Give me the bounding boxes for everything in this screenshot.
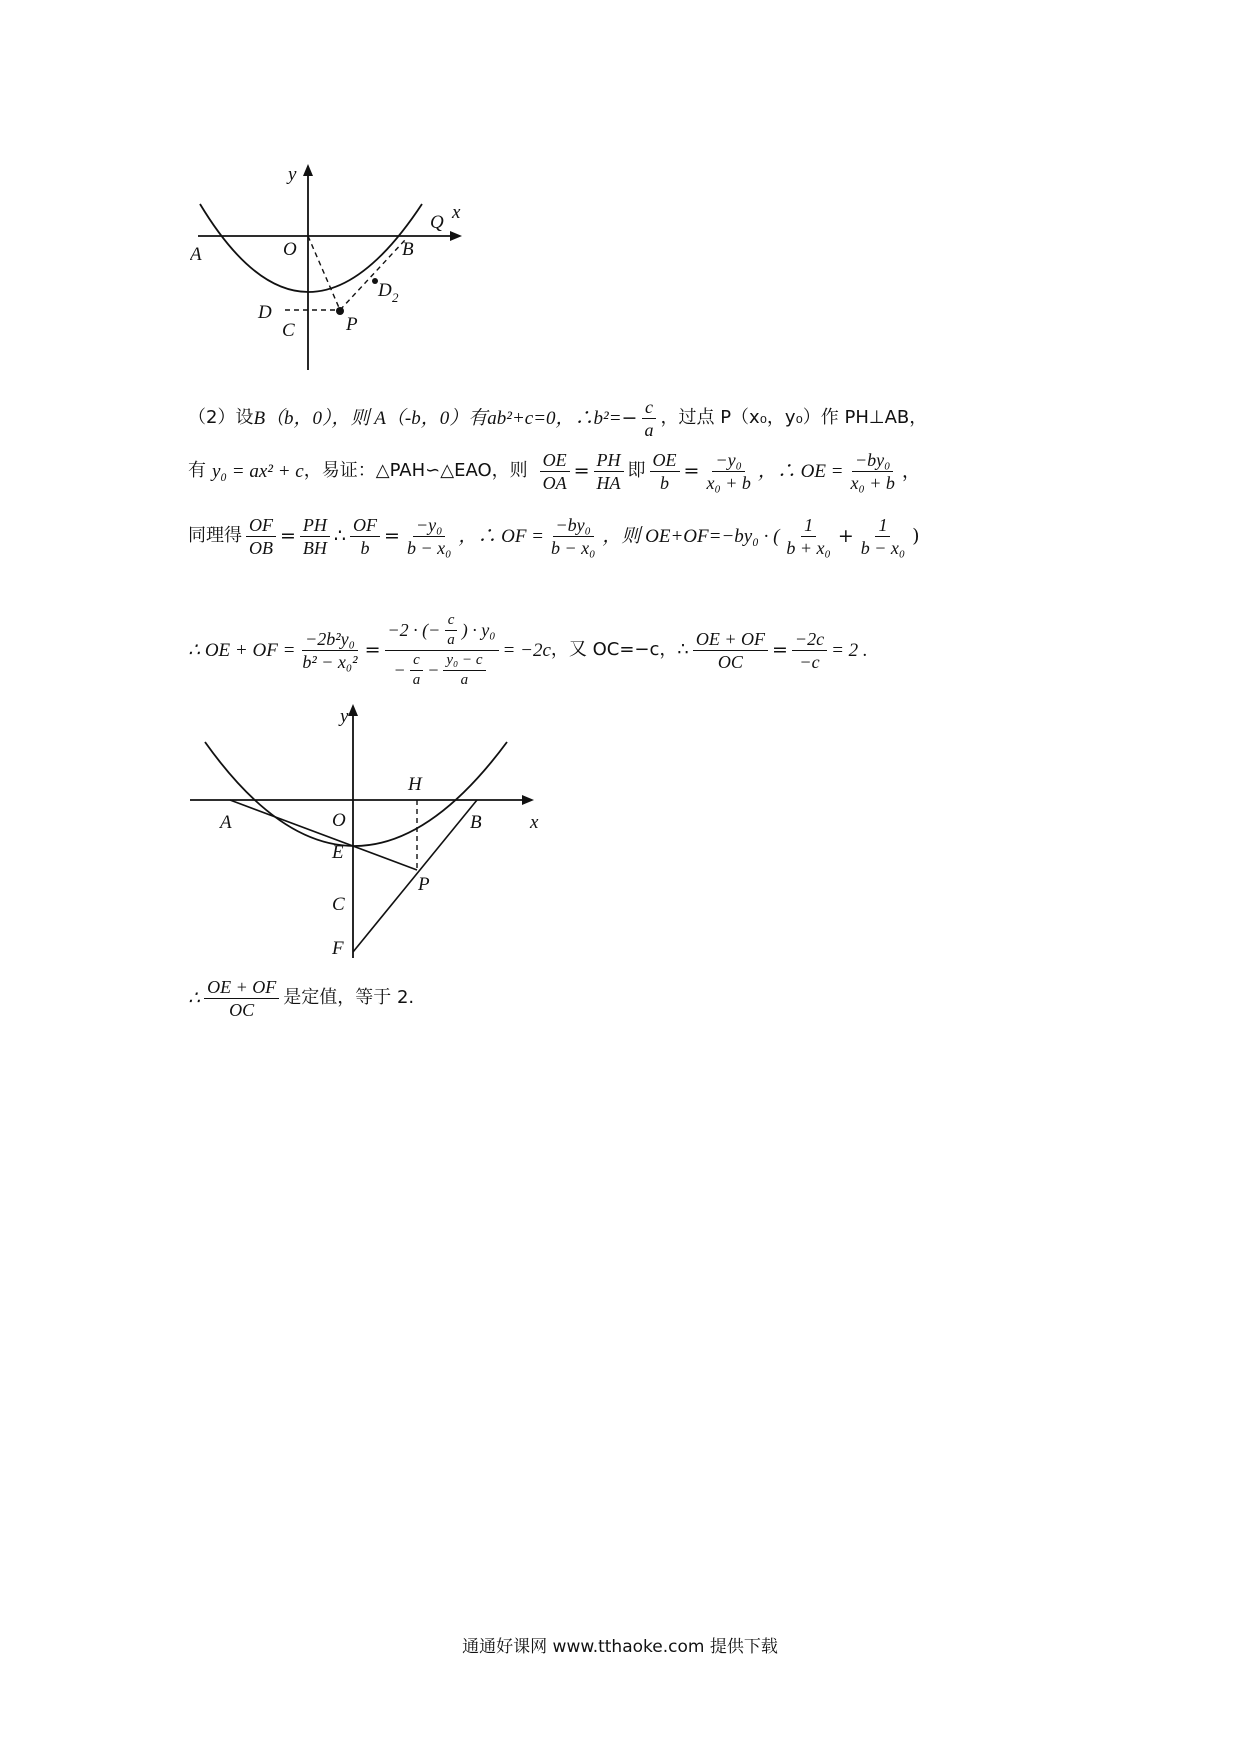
fraction-by0-x0b: $\frac{\text{−by₀}}{\text{x₀ + b}}$ xyxy=(850,449,895,493)
fig1-label-a: A xyxy=(190,244,202,265)
text-fragment: ，∴ OE = xyxy=(757,460,844,482)
fig2-label-y: y xyxy=(340,706,349,727)
solution-line-4: ∴ OE + OF = $\frac{\text{−2b²y₀}}{\text{b² − x₀²}}$ = −2 · (− $\frac{c}{a}$ ) · y₀ − $\frac{c}{a}$ − $\frac{\text{y₀ − c}}{a}$ = −2c ，又 OC=−c，∴ $\frac{OE + OF}{OC}$ = $\frac{-2c}{-c}$ = 2 . xyxy=(188,611,868,688)
fraction-oe-b: $\frac{OE}{b}$ xyxy=(650,451,680,492)
fig1-label-d: D xyxy=(258,302,272,323)
text-fragment: ab²+c=0，∴b²= xyxy=(487,407,622,429)
fig1-label-o: O xyxy=(283,239,297,260)
fig2-label-x: x xyxy=(530,812,539,833)
fig1-label-q: Q xyxy=(430,212,444,233)
fraction-1-bpx0: $\frac{1}{\text{b + x₀}}$ xyxy=(786,514,831,558)
fig2-label-a: A xyxy=(220,812,232,833)
fig1-label-p: P xyxy=(346,314,358,335)
text-fragment: ∴ OE + OF = xyxy=(188,639,296,661)
fraction-y0-bx0: $\frac{\text{−y₀}}{\text{b − x₀}}$ xyxy=(406,514,452,558)
fig1-label-d2: D xyxy=(378,280,392,301)
text-fragment: ∴ xyxy=(188,987,201,1009)
text-fragment: 有 xyxy=(188,460,206,481)
fig2-label-o: O xyxy=(332,810,346,831)
fig2-label-b: B xyxy=(470,812,482,833)
fraction-2b2y0: $\frac{\text{−2b²y₀}}{\text{b² − x₀²}}$ xyxy=(302,628,358,672)
text-fragment: y₀ = ax² + c xyxy=(212,460,304,482)
fraction-y0-x0b: $\frac{\text{−y₀}}{\text{x₀ + b}}$ xyxy=(706,449,751,493)
text-fragment: 同理得 xyxy=(188,525,242,546)
text-fragment: = −2c xyxy=(502,639,551,661)
fraction-oeof-oc: $\frac{OE + OF}{OC}$ xyxy=(693,630,768,671)
fig1-label-x: x xyxy=(452,202,461,223)
fig1-label-b: B xyxy=(402,239,414,260)
fig2-label-p: P xyxy=(418,874,430,895)
fig1-label-d2-sub: 2 xyxy=(392,290,399,305)
text-fragment: 是定值，等于 2. xyxy=(283,987,415,1008)
fig1-label-y: y xyxy=(288,164,297,185)
fraction-c-over-a: $\frac{c}{a}$ xyxy=(641,398,656,439)
fig2-label-e: E xyxy=(332,842,344,863)
fig2-label-f: F xyxy=(332,938,344,959)
solution-line-2: 有 y₀ = ax² + c ，易证：△PAH∽△EAO，则 $\frac{OE}{OA}$ = $\frac{PH}{HA}$ 即 $\frac{OE}{b}$ = $\frac{\text{−y₀}}{\text{x₀ + b}}$ ，∴ OE = $\frac{\text{−by₀}}{\text{x₀ + b}}$ ， xyxy=(188,449,921,493)
text-fragment: ，过点 P（x₀，y₀）作 PH⊥AB， xyxy=(660,407,928,428)
text-fragment: 即 xyxy=(627,460,646,481)
solution-line-1 xyxy=(188,392,927,444)
figure-parabola-2 xyxy=(180,700,550,965)
fig1-label-c: C xyxy=(282,320,295,341)
text-fragment: ，则 OE+OF= xyxy=(602,525,722,547)
solution-conclusion xyxy=(188,970,414,1026)
fraction-ph-ha: $\frac{PH}{HA}$ xyxy=(594,451,624,492)
solution-line-3: 同理得 $\frac{OF}{OB}$ = $\frac{PH}{BH}$ ∴ $\frac{OF}{b}$ = $\frac{\text{−y₀}}{\text{b − x₀}}$ ，∴ OF = $\frac{\text{−by₀}}{\text{b − x₀}}$ ，则 OE+OF= −by₀ · ( $\frac{1}{\text{b + x₀}}$ + $\frac{1}{\text{b − x₀}}$ ) xyxy=(188,514,920,558)
text-fragment: ，∴ OF = xyxy=(458,525,544,547)
page-footer: 通通好课网 www.tthaoke.com 提供下载 xyxy=(462,1637,778,1657)
text-fragment: −by₀ · ( xyxy=(721,525,780,547)
fraction-ph-bh: $\frac{PH}{BH}$ xyxy=(300,516,330,557)
fraction-by0-bx0: $\frac{\text{−by₀}}{\text{b − x₀}}$ xyxy=(551,514,596,558)
text-fragment: B（b，0），则 A（-b，0）有 xyxy=(253,407,488,429)
text-fragment: ，又 OC=−c，∴ xyxy=(550,639,689,660)
fraction-oe-oa: $\frac{OE}{OA}$ xyxy=(540,451,570,492)
text-fragment: − xyxy=(621,406,638,429)
text-fragment: = 2 . xyxy=(831,639,868,661)
figure-parabola-1 xyxy=(190,160,470,375)
fraction-of-b: $\frac{OF}{b}$ xyxy=(350,516,380,557)
fraction-conclusion: $\frac{OE + OF}{OC}$ xyxy=(204,978,279,1019)
text-fragment: ，易证：△PAH∽△EAO，则 xyxy=(303,460,528,481)
fraction-of-ob: $\frac{OF}{OB}$ xyxy=(246,516,276,557)
fig2-label-c: C xyxy=(332,894,345,915)
text-fragment: （2）设 xyxy=(188,407,254,428)
fraction-2c-c: $\frac{-2c}{-c}$ xyxy=(792,630,827,671)
fraction-complex: −2 · (− $\frac{c}{a}$ ) · y₀ − $\frac{c}{a}$ − $\frac{\text{y₀ − c}}{a}$ xyxy=(385,613,499,688)
fig2-label-h: H xyxy=(408,774,422,795)
fraction-1-bmx0: $\frac{1}{\text{b − x₀}}$ xyxy=(860,514,906,558)
